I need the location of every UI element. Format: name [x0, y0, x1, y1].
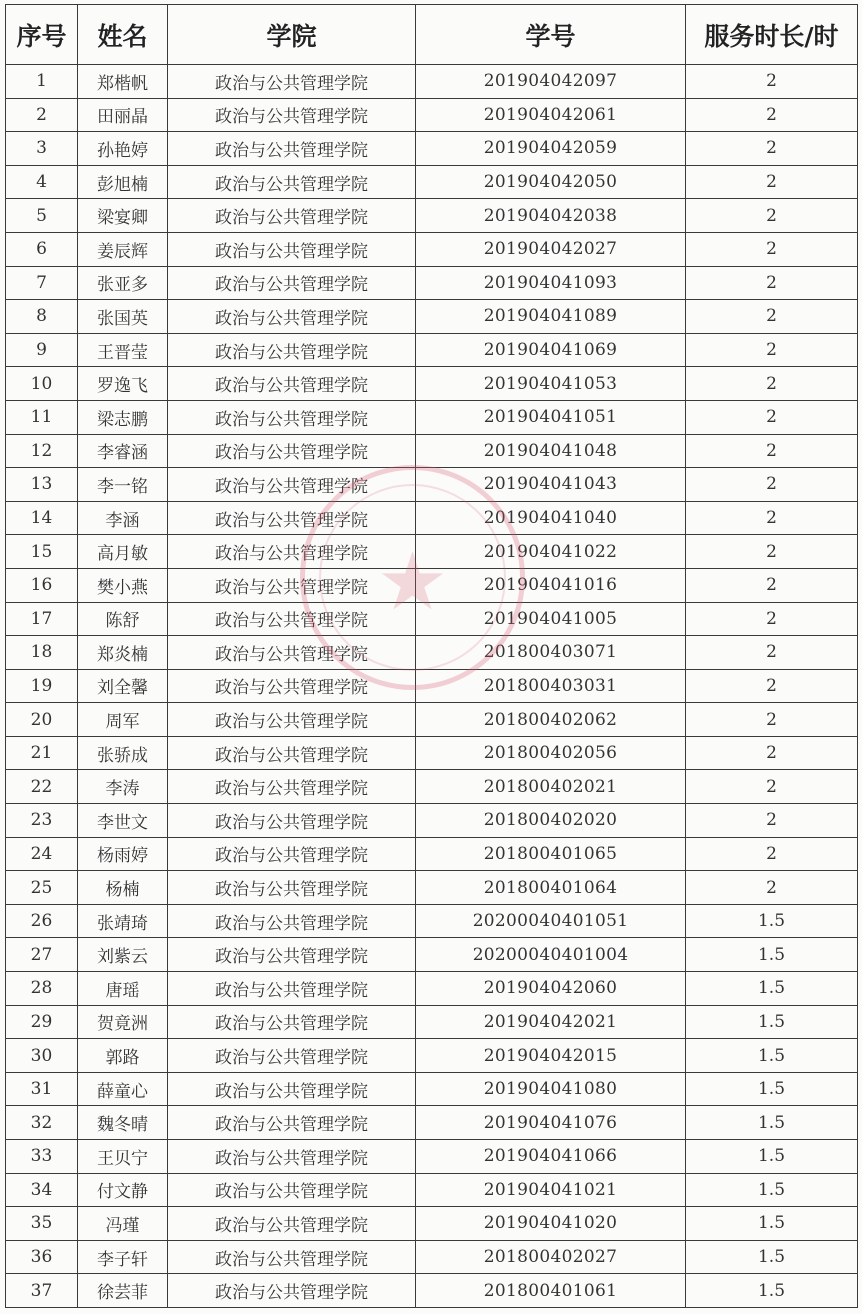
cell-index: 14 [6, 501, 78, 535]
table-row [6, 98, 858, 132]
cell-name: 张国英 [78, 300, 168, 334]
cell-student-id: 201800402020 [416, 804, 686, 838]
cell-student-id: 201800403071 [416, 636, 686, 670]
cell-service-hours: 2 [686, 736, 858, 770]
cell-student-id: 201904042015 [416, 1039, 686, 1073]
cell-college: 政治与公共管理学院 [168, 468, 416, 502]
cell-service-hours: 2 [686, 669, 858, 703]
cell-name: 李一铭 [78, 468, 168, 502]
table-row [6, 1106, 858, 1140]
cell-student-id: 201800401061 [416, 1274, 686, 1308]
cell-college: 政治与公共管理学院 [168, 904, 416, 938]
cell-index: 11 [6, 400, 78, 434]
cell-index: 2 [6, 98, 78, 132]
cell-student-id: 201904042060 [416, 972, 686, 1006]
table-row [6, 871, 858, 905]
cell-student-id: 201800402062 [416, 703, 686, 737]
cell-service-hours: 1.5 [686, 1274, 858, 1308]
cell-index: 5 [6, 199, 78, 233]
cell-college: 政治与公共管理学院 [168, 132, 416, 166]
cell-student-id: 201904041069 [416, 333, 686, 367]
cell-student-id: 201904042061 [416, 98, 686, 132]
cell-student-id: 201800402021 [416, 770, 686, 804]
cell-index: 1 [6, 65, 78, 99]
header-service-hours: 服务时长/时 [686, 5, 858, 65]
cell-index: 15 [6, 535, 78, 569]
table-row [6, 669, 858, 703]
cell-college: 政治与公共管理学院 [168, 1005, 416, 1039]
cell-student-id: 201904041043 [416, 468, 686, 502]
cell-index: 22 [6, 770, 78, 804]
cell-index: 29 [6, 1005, 78, 1039]
cell-index: 3 [6, 132, 78, 166]
cell-service-hours: 2 [686, 501, 858, 535]
cell-service-hours: 2 [686, 535, 858, 569]
cell-student-id: 201904042027 [416, 232, 686, 266]
cell-index: 33 [6, 1140, 78, 1174]
cell-student-id: 201904042059 [416, 132, 686, 166]
cell-service-hours: 2 [686, 804, 858, 838]
cell-student-id: 201904041040 [416, 501, 686, 535]
cell-index: 12 [6, 434, 78, 468]
table-row [6, 1072, 858, 1106]
cell-name: 王贝宁 [78, 1140, 168, 1174]
cell-name: 张骄成 [78, 736, 168, 770]
cell-student-id: 201904041093 [416, 266, 686, 300]
cell-service-hours: 2 [686, 199, 858, 233]
cell-college: 政治与公共管理学院 [168, 837, 416, 871]
table-row [6, 199, 858, 233]
cell-index: 34 [6, 1173, 78, 1207]
table-row [6, 972, 858, 1006]
cell-name: 薛童心 [78, 1072, 168, 1106]
cell-college: 政治与公共管理学院 [168, 1039, 416, 1073]
cell-college: 政治与公共管理学院 [168, 333, 416, 367]
cell-service-hours: 1.5 [686, 1240, 858, 1274]
cell-index: 19 [6, 669, 78, 703]
cell-service-hours: 1.5 [686, 1207, 858, 1241]
cell-name: 李涵 [78, 501, 168, 535]
header-index: 序号 [6, 5, 78, 65]
table-row [6, 501, 858, 535]
volunteer-hours-table [5, 4, 858, 1308]
cell-college: 政治与公共管理学院 [168, 703, 416, 737]
cell-college: 政治与公共管理学院 [168, 770, 416, 804]
cell-college: 政治与公共管理学院 [168, 232, 416, 266]
table-row [6, 132, 858, 166]
cell-name: 李涛 [78, 770, 168, 804]
cell-college: 政治与公共管理学院 [168, 1140, 416, 1174]
table-row [6, 636, 858, 670]
header-college: 学院 [168, 5, 416, 65]
cell-college: 政治与公共管理学院 [168, 568, 416, 602]
table-row [6, 1140, 858, 1174]
cell-college: 政治与公共管理学院 [168, 400, 416, 434]
cell-service-hours: 1.5 [686, 938, 858, 972]
table-row [6, 904, 858, 938]
cell-student-id: 20200040401004 [416, 938, 686, 972]
cell-index: 20 [6, 703, 78, 737]
cell-college: 政治与公共管理学院 [168, 65, 416, 99]
cell-service-hours: 2 [686, 367, 858, 401]
table-row [6, 1039, 858, 1073]
table-row [6, 837, 858, 871]
cell-service-hours: 2 [686, 568, 858, 602]
cell-college: 政治与公共管理学院 [168, 1072, 416, 1106]
cell-college: 政治与公共管理学院 [168, 1106, 416, 1140]
cell-index: 17 [6, 602, 78, 636]
cell-student-id: 201904042021 [416, 1005, 686, 1039]
cell-service-hours: 2 [686, 132, 858, 166]
cell-name: 彭旭楠 [78, 165, 168, 199]
cell-student-id: 201904041076 [416, 1106, 686, 1140]
table-row [6, 266, 858, 300]
table-row [6, 703, 858, 737]
cell-student-id: 201904041005 [416, 602, 686, 636]
cell-student-id: 201800401065 [416, 837, 686, 871]
cell-name: 唐瑶 [78, 972, 168, 1006]
cell-index: 35 [6, 1207, 78, 1241]
cell-college: 政治与公共管理学院 [168, 602, 416, 636]
cell-index: 37 [6, 1274, 78, 1308]
cell-name: 樊小燕 [78, 568, 168, 602]
cell-name: 杨楠 [78, 871, 168, 905]
cell-service-hours: 2 [686, 636, 858, 670]
cell-college: 政治与公共管理学院 [168, 434, 416, 468]
cell-college: 政治与公共管理学院 [168, 636, 416, 670]
cell-name: 杨雨婷 [78, 837, 168, 871]
cell-service-hours: 2 [686, 434, 858, 468]
table-row [6, 1240, 858, 1274]
cell-student-id: 201904041051 [416, 400, 686, 434]
cell-name: 李睿涵 [78, 434, 168, 468]
cell-name: 魏冬晴 [78, 1106, 168, 1140]
table-row [6, 232, 858, 266]
cell-college: 政治与公共管理学院 [168, 972, 416, 1006]
cell-college: 政治与公共管理学院 [168, 535, 416, 569]
cell-name: 郑炎楠 [78, 636, 168, 670]
cell-name: 陈舒 [78, 602, 168, 636]
cell-student-id: 201904041021 [416, 1173, 686, 1207]
cell-name: 付文静 [78, 1173, 168, 1207]
cell-student-id: 201904041066 [416, 1140, 686, 1174]
header-name: 姓名 [78, 5, 168, 65]
cell-service-hours: 2 [686, 703, 858, 737]
cell-service-hours: 1.5 [686, 1039, 858, 1073]
cell-college: 政治与公共管理学院 [168, 1240, 416, 1274]
table-row [6, 400, 858, 434]
cell-name: 梁志鹏 [78, 400, 168, 434]
header-row [6, 5, 858, 65]
cell-service-hours: 2 [686, 871, 858, 905]
cell-student-id: 201800402056 [416, 736, 686, 770]
cell-student-id: 201904041089 [416, 300, 686, 334]
cell-name: 张亚多 [78, 266, 168, 300]
cell-name: 李子轩 [78, 1240, 168, 1274]
cell-student-id: 201904041020 [416, 1207, 686, 1241]
cell-service-hours: 2 [686, 837, 858, 871]
cell-index: 6 [6, 232, 78, 266]
cell-student-id: 201904041016 [416, 568, 686, 602]
cell-student-id: 201800401064 [416, 871, 686, 905]
cell-student-id: 201904042097 [416, 65, 686, 99]
table-row [6, 770, 858, 804]
cell-index: 21 [6, 736, 78, 770]
cell-index: 4 [6, 165, 78, 199]
table-row [6, 367, 858, 401]
cell-college: 政治与公共管理学院 [168, 165, 416, 199]
cell-college: 政治与公共管理学院 [168, 736, 416, 770]
cell-index: 30 [6, 1039, 78, 1073]
table-row [6, 333, 858, 367]
cell-name: 贺竟洲 [78, 1005, 168, 1039]
cell-service-hours: 1.5 [686, 972, 858, 1006]
cell-student-id: 201904042038 [416, 199, 686, 233]
cell-index: 10 [6, 367, 78, 401]
table-row [6, 804, 858, 838]
cell-college: 政治与公共管理学院 [168, 938, 416, 972]
cell-name: 王晋莹 [78, 333, 168, 367]
cell-index: 28 [6, 972, 78, 1006]
cell-service-hours: 2 [686, 300, 858, 334]
table-row [6, 736, 858, 770]
cell-name: 李世文 [78, 804, 168, 838]
cell-index: 26 [6, 904, 78, 938]
cell-service-hours: 1.5 [686, 904, 858, 938]
cell-service-hours: 2 [686, 602, 858, 636]
header-student-id: 学号 [416, 5, 686, 65]
cell-college: 政治与公共管理学院 [168, 199, 416, 233]
cell-student-id: 201904041080 [416, 1072, 686, 1106]
cell-index: 23 [6, 804, 78, 838]
cell-service-hours: 2 [686, 266, 858, 300]
cell-college: 政治与公共管理学院 [168, 1274, 416, 1308]
seal-star-icon: ★ [376, 535, 449, 628]
cell-college: 政治与公共管理学院 [168, 1173, 416, 1207]
cell-index: 9 [6, 333, 78, 367]
table-row [6, 938, 858, 972]
cell-index: 27 [6, 938, 78, 972]
table-row [6, 1005, 858, 1039]
cell-name: 张靖琦 [78, 904, 168, 938]
cell-name: 刘全馨 [78, 669, 168, 703]
cell-service-hours: 2 [686, 333, 858, 367]
cell-student-id: 201800403031 [416, 669, 686, 703]
cell-college: 政治与公共管理学院 [168, 300, 416, 334]
cell-name: 姜辰辉 [78, 232, 168, 266]
cell-index: 18 [6, 636, 78, 670]
cell-service-hours: 1.5 [686, 1005, 858, 1039]
cell-index: 16 [6, 568, 78, 602]
cell-name: 刘紫云 [78, 938, 168, 972]
cell-index: 13 [6, 468, 78, 502]
table-row [6, 568, 858, 602]
cell-name: 罗逸飞 [78, 367, 168, 401]
table-body [6, 65, 858, 1308]
cell-name: 孙艳婷 [78, 132, 168, 166]
cell-service-hours: 2 [686, 65, 858, 99]
cell-college: 政治与公共管理学院 [168, 367, 416, 401]
cell-name: 田丽晶 [78, 98, 168, 132]
table-row [6, 1207, 858, 1241]
cell-college: 政治与公共管理学院 [168, 98, 416, 132]
cell-index: 7 [6, 266, 78, 300]
cell-college: 政治与公共管理学院 [168, 266, 416, 300]
cell-index: 25 [6, 871, 78, 905]
cell-service-hours: 2 [686, 770, 858, 804]
cell-name: 高月敏 [78, 535, 168, 569]
cell-index: 36 [6, 1240, 78, 1274]
cell-college: 政治与公共管理学院 [168, 501, 416, 535]
cell-service-hours: 2 [686, 232, 858, 266]
cell-service-hours: 1.5 [686, 1173, 858, 1207]
cell-index: 31 [6, 1072, 78, 1106]
cell-service-hours: 1.5 [686, 1106, 858, 1140]
cell-college: 政治与公共管理学院 [168, 871, 416, 905]
cell-college: 政治与公共管理学院 [168, 804, 416, 838]
table-row [6, 468, 858, 502]
cell-name: 郑楷帆 [78, 65, 168, 99]
cell-service-hours: 1.5 [686, 1072, 858, 1106]
cell-name: 梁宴卿 [78, 199, 168, 233]
table-row [6, 65, 858, 99]
cell-index: 24 [6, 837, 78, 871]
cell-service-hours: 2 [686, 165, 858, 199]
table-row [6, 434, 858, 468]
table-row [6, 1173, 858, 1207]
cell-student-id: 201800402027 [416, 1240, 686, 1274]
table-row [6, 165, 858, 199]
cell-service-hours: 2 [686, 468, 858, 502]
cell-college: 政治与公共管理学院 [168, 669, 416, 703]
cell-index: 8 [6, 300, 78, 334]
cell-name: 冯瑾 [78, 1207, 168, 1241]
cell-student-id: 20200040401051 [416, 904, 686, 938]
cell-student-id: 201904041022 [416, 535, 686, 569]
cell-name: 周军 [78, 703, 168, 737]
cell-service-hours: 1.5 [686, 1140, 858, 1174]
table-row [6, 602, 858, 636]
table-row [6, 1274, 858, 1308]
cell-student-id: 201904041048 [416, 434, 686, 468]
cell-name: 郭路 [78, 1039, 168, 1073]
cell-student-id: 201904041053 [416, 367, 686, 401]
cell-service-hours: 2 [686, 98, 858, 132]
cell-college: 政治与公共管理学院 [168, 1207, 416, 1241]
table-row [6, 535, 858, 569]
cell-index: 32 [6, 1106, 78, 1140]
table-row [6, 300, 858, 334]
cell-service-hours: 2 [686, 400, 858, 434]
cell-name: 徐芸菲 [78, 1274, 168, 1308]
cell-student-id: 201904042050 [416, 165, 686, 199]
